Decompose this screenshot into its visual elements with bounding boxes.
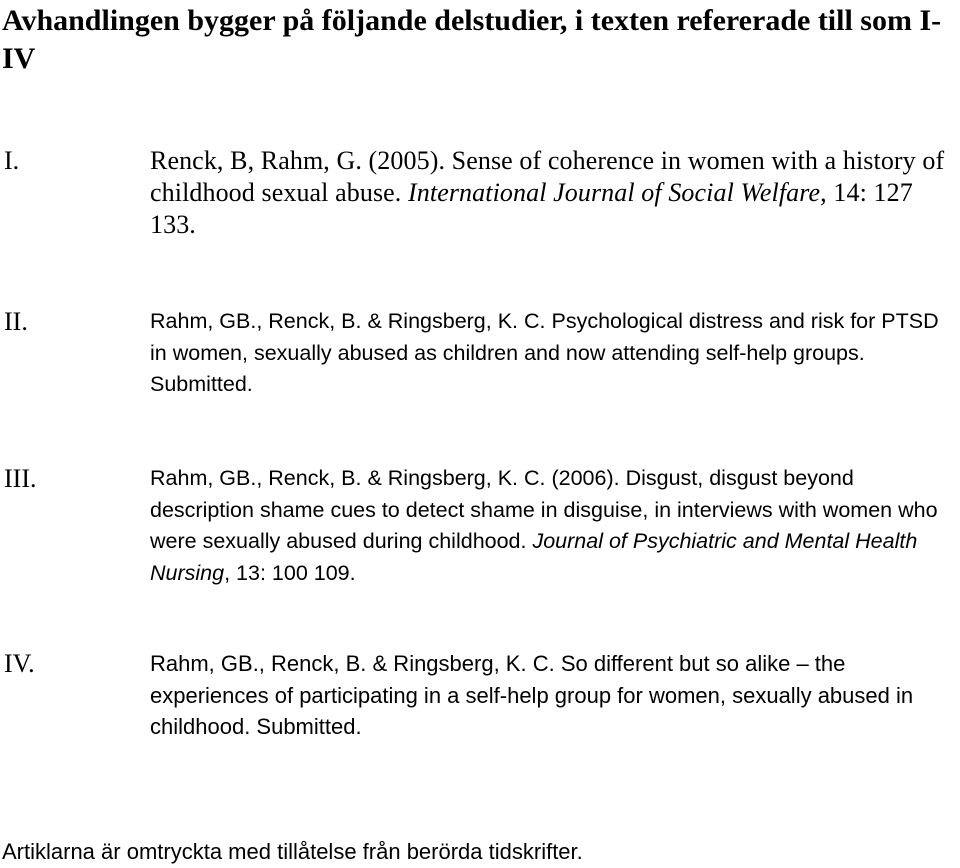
study-numeral: IV. [4, 649, 35, 678]
study-reference [150, 463, 950, 589]
reference-text: Rahm, GB., Renck, B. & Ringsberg, K. C. So different but so alike – the experiences of participating in a self-help group for women, sexually abused in childhood. Submitted. [150, 651, 914, 739]
page-heading: Avhandlingen bygger på följande delstudier, i texten refererade till som I-IV [2, 4, 942, 75]
journal-title: International Journal of Social Welfare [408, 178, 821, 207]
study-numeral: II. [4, 307, 28, 336]
study-reference [150, 648, 950, 743]
reference-text: Rahm, GB., Renck, B. & Ringsberg, K. C. (2006). Disgust, disgust beyond description shame cues to detect shame in disguise, in interviews with women who were sexually abused during childhood. [150, 466, 938, 553]
study-numeral: III. [4, 464, 37, 493]
study-reference [150, 306, 950, 401]
reference-text: Rahm, GB., Renck, B. & Ringsberg, K. C. Psychological distress and risk for PTSD in women, sexually abused as children and now attending self-help groups. Submitted. [150, 309, 939, 396]
study-numeral: I. [4, 146, 20, 175]
reference-text: Renck, B, Rahm, G. (2005). Sense of coherence in women with a history of childhood sexual abuse. [150, 146, 945, 207]
volume-pages: , 13: 100 109. [224, 560, 356, 585]
study-reference [150, 145, 955, 241]
volume-pages: , 14: 127 133. [150, 178, 913, 239]
permission-note: Artiklarna är omtryckta med tillåtelse från berörda tidskrifter. [2, 839, 583, 864]
journal-title: Journal of Psychiatric and Mental Health Nursing [150, 529, 918, 585]
